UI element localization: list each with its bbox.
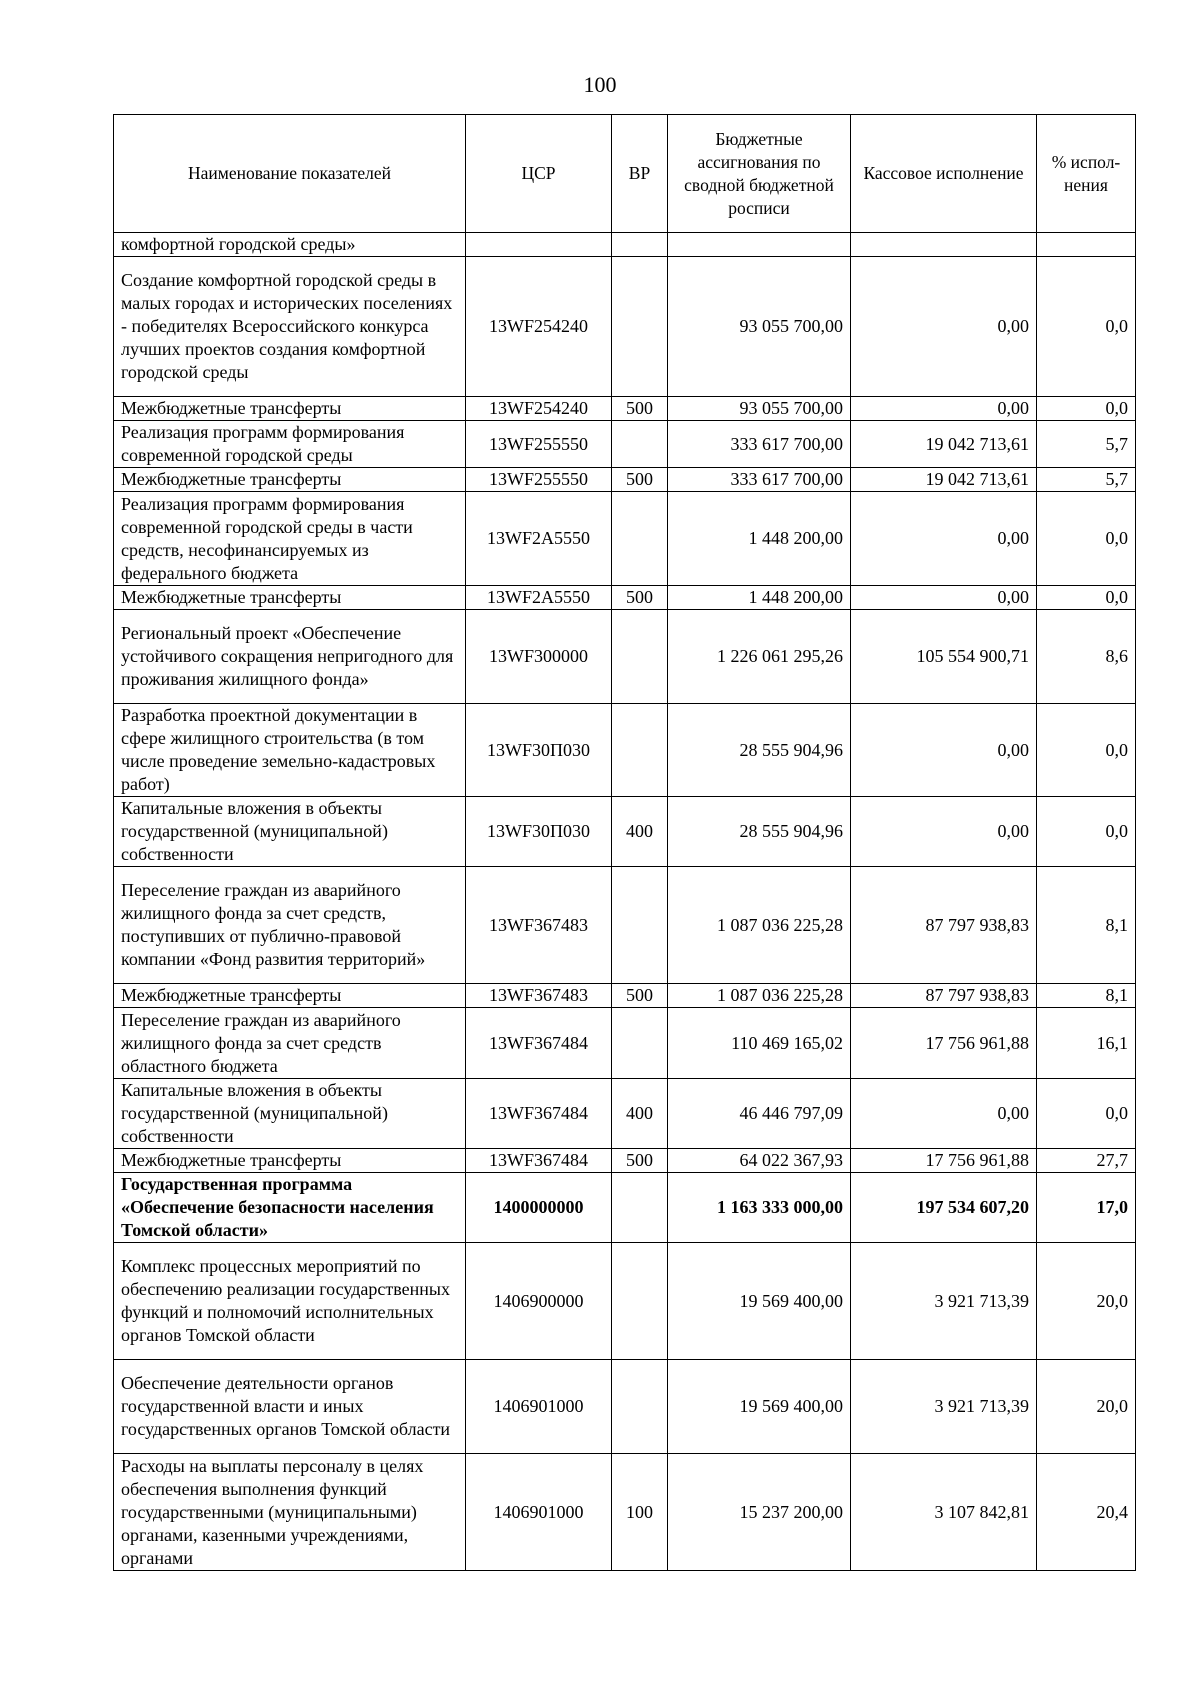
cell-name: Переселение граждан из аварийного жилищного фонда за счет средств, поступивших от публично-правовой компании «Фонд развития территорий»	[114, 867, 466, 984]
table-row	[114, 1243, 1136, 1360]
cell-name: Межбюджетные трансферты	[114, 586, 466, 610]
cell-assignments: 1 087 036 225,28	[668, 867, 851, 984]
cell-cash-execution	[851, 233, 1037, 257]
cell-name: Обеспечение деятельности органов государственной власти и иных государственных органов Томской области	[114, 1360, 466, 1454]
cell-csr: 13WF255550	[466, 421, 612, 468]
cell-assignments: 28 555 904,96	[668, 797, 851, 867]
cell-csr: 1406901000	[466, 1454, 612, 1571]
cell-assignments: 110 469 165,02	[668, 1008, 851, 1079]
cell-vr	[612, 1360, 668, 1454]
table-row	[114, 610, 1136, 704]
table-row	[114, 1079, 1136, 1149]
cell-execution-percent: 17,0	[1037, 1173, 1136, 1243]
cell-execution-percent: 0,0	[1037, 586, 1136, 610]
cell-cash-execution: 0,00	[851, 397, 1037, 421]
table-row	[114, 867, 1136, 984]
cell-name: комфортной городской среды»	[114, 233, 466, 257]
table-row	[114, 397, 1136, 421]
cell-csr: 13WF367483	[466, 867, 612, 984]
cell-cash-execution: 0,00	[851, 586, 1037, 610]
cell-execution-percent: 20,4	[1037, 1454, 1136, 1571]
table-row	[114, 468, 1136, 492]
cell-name: Межбюджетные трансферты	[114, 1149, 466, 1173]
cell-assignments: 333 617 700,00	[668, 468, 851, 492]
cell-csr: 13WF2A5550	[466, 492, 612, 586]
cell-cash-execution: 19 042 713,61	[851, 468, 1037, 492]
cell-assignments: 19 569 400,00	[668, 1243, 851, 1360]
table-row	[114, 492, 1136, 586]
cell-cash-execution: 0,00	[851, 1079, 1037, 1149]
cell-vr: 400	[612, 1079, 668, 1149]
cell-csr: 13WF367483	[466, 984, 612, 1008]
cell-execution-percent: 16,1	[1037, 1008, 1136, 1079]
cell-name: Переселение граждан из аварийного жилищного фонда за счет средств областного бюджета	[114, 1008, 466, 1079]
cell-name: Разработка проектной документации в сфере жилищного строительства (в том числе проведение земельно-кадастровых работ)	[114, 704, 466, 797]
table-row	[114, 233, 1136, 257]
cell-csr: 13WF2A5550	[466, 586, 612, 610]
cell-vr	[612, 1243, 668, 1360]
cell-assignments: 333 617 700,00	[668, 421, 851, 468]
cell-cash-execution: 3 107 842,81	[851, 1454, 1037, 1571]
cell-execution-percent: 0,0	[1037, 704, 1136, 797]
cell-vr	[612, 867, 668, 984]
cell-csr: 13WF300000	[466, 610, 612, 704]
cell-assignments: 1 087 036 225,28	[668, 984, 851, 1008]
header-name: Наименование показателей	[114, 115, 466, 233]
cell-cash-execution: 17 756 961,88	[851, 1008, 1037, 1079]
cell-assignments: 46 446 797,09	[668, 1079, 851, 1149]
table-row	[114, 1173, 1136, 1243]
cell-name: Межбюджетные трансферты	[114, 984, 466, 1008]
cell-csr: 13WF367484	[466, 1008, 612, 1079]
cell-cash-execution: 87 797 938,83	[851, 984, 1037, 1008]
cell-execution-percent: 5,7	[1037, 468, 1136, 492]
budget-table	[113, 114, 1136, 1571]
cell-name: Создание комфортной городской среды в малых городах и исторических поселениях - победителях Всероссийского конкурса лучших проектов создания комфортной городской среды	[114, 257, 466, 397]
table-row	[114, 586, 1136, 610]
cell-cash-execution: 197 534 607,20	[851, 1173, 1037, 1243]
cell-vr: 400	[612, 797, 668, 867]
cell-vr: 500	[612, 1149, 668, 1173]
cell-vr	[612, 257, 668, 397]
cell-cash-execution: 0,00	[851, 257, 1037, 397]
header-execution-percent: % испол-нения	[1037, 115, 1136, 233]
cell-execution-percent: 8,1	[1037, 984, 1136, 1008]
table-row	[114, 421, 1136, 468]
cell-cash-execution: 105 554 900,71	[851, 610, 1037, 704]
cell-csr	[466, 233, 612, 257]
cell-assignments: 93 055 700,00	[668, 397, 851, 421]
cell-name: Капитальные вложения в объекты государственной (муниципальной) собственности	[114, 797, 466, 867]
page-number: 100	[583, 72, 617, 97]
cell-cash-execution: 0,00	[851, 704, 1037, 797]
cell-vr	[612, 704, 668, 797]
cell-execution-percent: 27,7	[1037, 1149, 1136, 1173]
cell-assignments: 1 448 200,00	[668, 586, 851, 610]
cell-vr	[612, 492, 668, 586]
cell-vr	[612, 1173, 668, 1243]
cell-csr: 1406901000	[466, 1360, 612, 1454]
cell-assignments: 1 448 200,00	[668, 492, 851, 586]
cell-csr: 1406900000	[466, 1243, 612, 1360]
table-row	[114, 1454, 1136, 1571]
cell-execution-percent: 5,7	[1037, 421, 1136, 468]
cell-vr	[612, 421, 668, 468]
cell-execution-percent: 8,1	[1037, 867, 1136, 984]
header-cash-execution: Кассовое исполнение	[851, 115, 1037, 233]
cell-vr: 100	[612, 1454, 668, 1571]
table-row	[114, 257, 1136, 397]
cell-csr: 13WF367484	[466, 1079, 612, 1149]
cell-assignments: 1 226 061 295,26	[668, 610, 851, 704]
header-assignments: Бюджетные ассигнования по сводной бюджетной росписи	[668, 115, 851, 233]
cell-cash-execution: 19 042 713,61	[851, 421, 1037, 468]
cell-assignments: 28 555 904,96	[668, 704, 851, 797]
cell-name: Капитальные вложения в объекты государственной (муниципальной) собственности	[114, 1079, 466, 1149]
table-row	[114, 1149, 1136, 1173]
cell-name: Межбюджетные трансферты	[114, 397, 466, 421]
cell-vr	[612, 233, 668, 257]
cell-csr: 13WF254240	[466, 257, 612, 397]
cell-execution-percent: 8,6	[1037, 610, 1136, 704]
header-csr: ЦСР	[466, 115, 612, 233]
cell-vr: 500	[612, 468, 668, 492]
cell-vr	[612, 610, 668, 704]
cell-execution-percent: 0,0	[1037, 397, 1136, 421]
cell-cash-execution: 3 921 713,39	[851, 1243, 1037, 1360]
cell-assignments	[668, 233, 851, 257]
cell-name: Региональный проект «Обеспечение устойчивого сокращения непригодного для проживания жилищного фонда»	[114, 610, 466, 704]
cell-cash-execution: 17 756 961,88	[851, 1149, 1037, 1173]
cell-name: Реализация программ формирования современной городской среды в части средств, несофинансируемых из федерального бюджета	[114, 492, 466, 586]
table-row	[114, 704, 1136, 797]
cell-execution-percent: 0,0	[1037, 257, 1136, 397]
cell-csr: 13WF367484	[466, 1149, 612, 1173]
table-header-row	[114, 115, 1136, 233]
cell-assignments: 15 237 200,00	[668, 1454, 851, 1571]
cell-assignments: 64 022 367,93	[668, 1149, 851, 1173]
cell-execution-percent: 0,0	[1037, 492, 1136, 586]
cell-csr: 13WF30П030	[466, 797, 612, 867]
cell-assignments: 1 163 333 000,00	[668, 1173, 851, 1243]
cell-name: Комплекс процессных мероприятий по обеспечению реализации государственных функций и полномочий исполнительных органов Томской области	[114, 1243, 466, 1360]
table-row	[114, 1360, 1136, 1454]
cell-execution-percent	[1037, 233, 1136, 257]
header-vr: ВР	[612, 115, 668, 233]
cell-cash-execution: 0,00	[851, 492, 1037, 586]
table-row	[114, 984, 1136, 1008]
cell-cash-execution: 87 797 938,83	[851, 867, 1037, 984]
cell-assignments: 93 055 700,00	[668, 257, 851, 397]
cell-cash-execution: 3 921 713,39	[851, 1360, 1037, 1454]
cell-vr: 500	[612, 586, 668, 610]
cell-name: Межбюджетные трансферты	[114, 468, 466, 492]
cell-csr: 13WF255550	[466, 468, 612, 492]
cell-execution-percent: 20,0	[1037, 1243, 1136, 1360]
cell-name: Реализация программ формирования современной городской среды	[114, 421, 466, 468]
cell-csr: 13WF254240	[466, 397, 612, 421]
cell-cash-execution: 0,00	[851, 797, 1037, 867]
cell-csr: 13WF30П030	[466, 704, 612, 797]
cell-vr: 500	[612, 984, 668, 1008]
cell-vr: 500	[612, 397, 668, 421]
cell-vr	[612, 1008, 668, 1079]
cell-name: Государственная программа «Обеспечение безопасности населения Томской области»	[114, 1173, 466, 1243]
table-row	[114, 797, 1136, 867]
cell-execution-percent: 20,0	[1037, 1360, 1136, 1454]
cell-execution-percent: 0,0	[1037, 797, 1136, 867]
table-row	[114, 1008, 1136, 1079]
cell-assignments: 19 569 400,00	[668, 1360, 851, 1454]
cell-name: Расходы на выплаты персоналу в целях обеспечения выполнения функций государственными (муниципальными) органами, казенными учреждениями, органами	[114, 1454, 466, 1571]
cell-csr: 1400000000	[466, 1173, 612, 1243]
cell-execution-percent: 0,0	[1037, 1079, 1136, 1149]
